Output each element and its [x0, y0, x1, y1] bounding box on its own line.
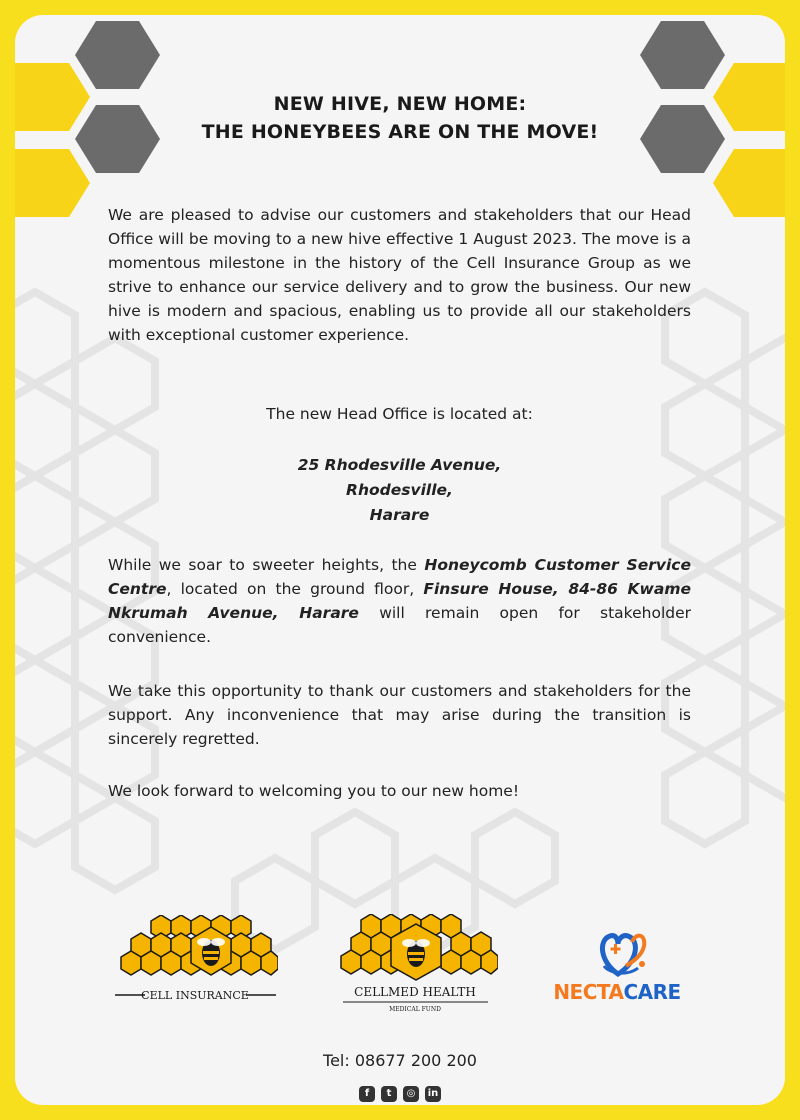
cellmed-health-logo: [333, 914, 498, 1016]
address-line-2: Rhodesville,: [346, 481, 453, 499]
service-centre-lead: While we soar to sweeter heights, the: [108, 556, 425, 574]
facebook-icon[interactable]: f: [359, 1086, 375, 1102]
nectacare-heart-icon: [602, 936, 645, 974]
cell-insurance-logo: [113, 915, 278, 1015]
letter-card: [15, 15, 785, 1105]
left-yellow-hex-bottom: [15, 149, 90, 217]
linkedin-icon[interactable]: in: [425, 1086, 441, 1102]
nectacare-logo: [540, 922, 695, 1012]
service-centre-location: Finsure House, 84-86 Kwame Nkrumah Avenue, Harare: [108, 580, 691, 622]
address-line-1: 25 Rhodesville Avenue,: [297, 456, 502, 474]
intro-paragraph: We are pleased to advise our customers and stakeholders that our Head Office will be moving to a new hive effective 1 August 2023. The move is a momentous milestone in the history of the Cell Insurance Group as we strive to enhance our service delivery and to grow the business. Our new hive is modern and spacious, enabling us to provide all our stakeholders with exceptional customer experience.: [108, 206, 691, 344]
service-centre-name: Honeycomb Customer Service Centre: [108, 556, 691, 598]
located-label: The new Head Office is located at:: [266, 405, 533, 423]
cellmed-subtext: MEDICAL FUND: [389, 1006, 441, 1013]
care-text: CARE: [623, 980, 681, 1004]
service-centre-tail: will remain open for stakeholder convenience.: [108, 604, 691, 646]
instagram-icon[interactable]: ◎: [403, 1086, 419, 1102]
cell-insurance-text: CELL INSURANCE: [141, 989, 249, 1002]
social-icons: [15, 1081, 785, 1102]
cellmed-text: CELLMED HEALTH: [354, 985, 476, 999]
right-grey-hex-top: [640, 21, 725, 89]
headline-line-2: THE HONEYBEES ARE ON THE MOVE!: [201, 121, 599, 143]
service-centre-mid: , located on the ground floor,: [166, 580, 424, 598]
svg-text:NECTACARE: [553, 980, 680, 1004]
address-line-3: Harare: [369, 506, 430, 524]
service-centre-paragraph: [108, 553, 691, 649]
left-grey-hex-top: [75, 21, 160, 89]
necta-text: NECTA: [553, 980, 624, 1004]
right-yellow-hex-bottom: [713, 149, 785, 217]
logos-row: [15, 910, 785, 1020]
telephone: Tel: 08677 200 200: [323, 1051, 477, 1070]
twitter-icon[interactable]: t: [381, 1086, 397, 1102]
thanks-paragraph: We take this opportunity to thank our customers and stakeholders for the support. Any inconvenience that may arise during the transition is sincerely regretted.: [108, 682, 691, 748]
headline: [15, 90, 785, 146]
headline-line-1: NEW HIVE, NEW HOME:: [273, 93, 527, 115]
address-block: [108, 453, 691, 528]
closing-paragraph: We look forward to welcoming you to our new home!: [108, 782, 520, 800]
